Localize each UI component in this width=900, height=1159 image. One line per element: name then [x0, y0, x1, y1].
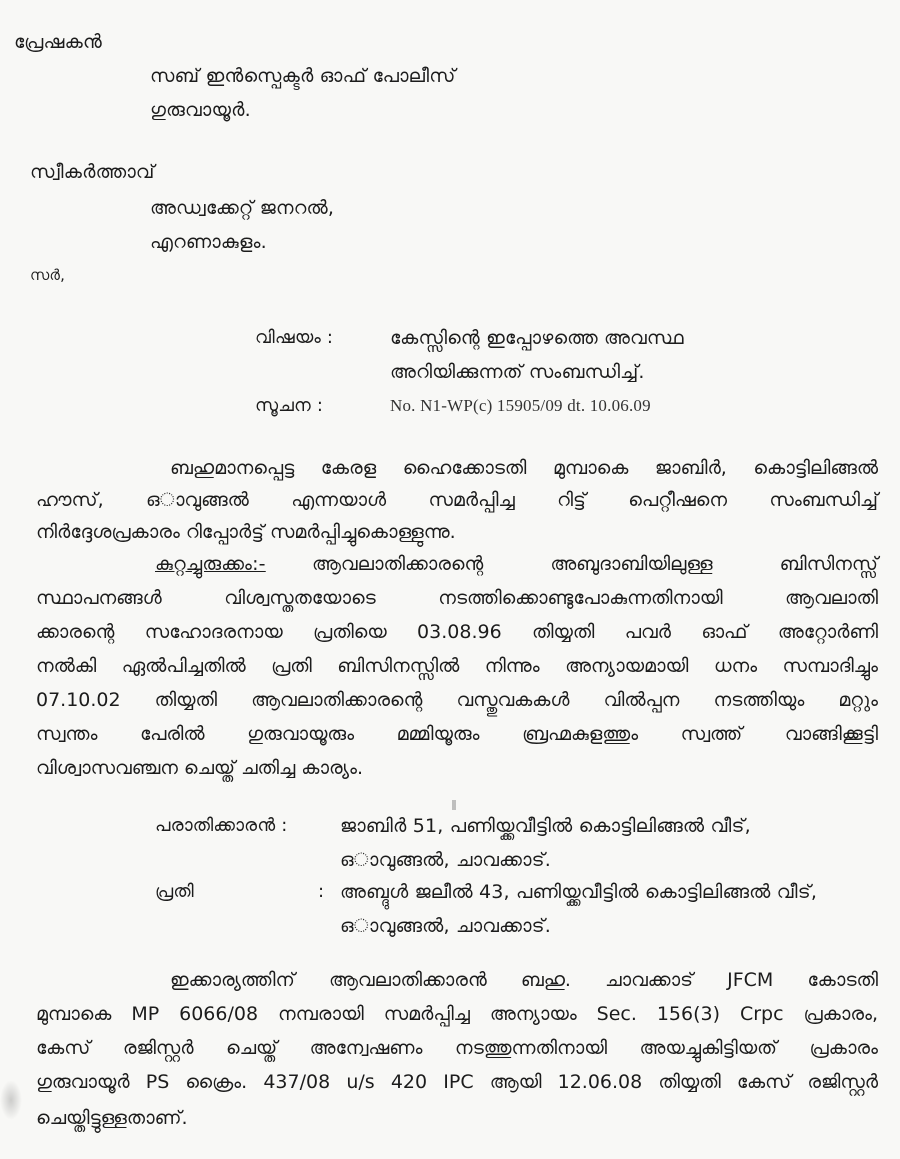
allegation-line-4: നൽകി ഏൽപിച്ചതിൽ പ്രതി ബിസിനസ്സിൽ നിന്നും അന്യായമായി ധനം സമ്പാദിച്ചും [36, 655, 878, 677]
para1-line-1: ബഹുമാനപ്പെട്ട കേരള ഹൈക്കോടതി മുമ്പാകെ ജാബിർ, കൊട്ടിലിങ്ങൽ [170, 457, 878, 479]
subject-line-1: കേസ്സിന്റെ ഇപ്പോഴത്തെ അവസ്ഥ [390, 327, 684, 349]
allegation-line-7: വിശ്വാസവഞ്ചന ചെയ്ത് ചതിച്ച കാര്യം. [36, 757, 364, 779]
para3-line-5: ചെയ്തിട്ടുള്ളതാണ്. [36, 1107, 188, 1129]
para3-line-4: ഗുരുവായൂർ PS ക്രൈം. 437/08 u/s 420 IPC ആയി 12.06.08 തിയ്യതി കേസ് രജിസ്റ്റർ [36, 1071, 878, 1093]
para1-line-3: നിർദ്ദേശപ്രകാരം റിപ്പോർട്ട് സമർപ്പിച്ചുകൊള്ളുന്നു. [36, 521, 456, 543]
subject-line-2: അറിയിക്കുന്നത് സംബന്ധിച്ച്. [390, 361, 645, 383]
para3-line-1: ഇക്കാര്യത്തിന് ആവലാതിക്കാരൻ ബഹു. ചാവക്കാട് JFCM കോടതി [170, 969, 878, 991]
complainant-line-2: ഒാവുങ്ങൽ, ചാവക്കാട്. [340, 849, 551, 871]
accused-label: പ്രതി [155, 881, 194, 902]
scan-stain [0, 1080, 22, 1120]
recipient-place: എറണാകുളം. [150, 231, 267, 253]
reference-label: സൂചന : [255, 395, 324, 416]
complainant-line-1: ജാബിർ 51, പണിയ്ക്കവീട്ടിൽ കൊട്ടിലിങ്ങൽ വീട്, [340, 815, 751, 837]
para1-line-2: ഹൗസ്, ഒാവുങ്ങൽ എന്നയാൾ സമർപ്പിച്ച റിട്ട് പെറ്റീഷനെ സംബന്ധിച്ച് [36, 489, 878, 511]
allegation-line-5: 07.10.02 തിയ്യതി ആവലാതിക്കാരന്റെ വസ്തുവകകൾ വിൽപ്പന നടത്തിയും മറ്റും [36, 689, 878, 711]
allegation-heading: കുറ്റച്ചുരുക്കം:- [155, 553, 266, 575]
accused-colon: : [318, 881, 325, 902]
allegation-line-2: സ്ഥാപനങ്ങൾ വിശ്വസ്തതയോടെ നടത്തിക്കൊണ്ടുപോകുന്നതിനായി ആവലാതി [36, 587, 878, 609]
reference-value: No. N1-WP(c) 15905/09 dt. 10.06.09 [390, 396, 651, 415]
para3-line-2: മുമ്പാകെ MP 6066/08 നമ്പരായി സമർപ്പിച്ച അന്യായം Sec. 156(3) Crpc പ്രകാരം, [36, 1003, 878, 1025]
recipient-label: സ്വീകർത്താവ് [30, 161, 155, 183]
complainant-label: പരാതിക്കാരൻ : [155, 815, 288, 836]
allegation-line-3: ക്കാരന്റെ സഹോദരനായ പ്രതിയെ 03.08.96 തിയ്യതി പവർ ഓഫ് അറ്റോർണി [36, 621, 878, 643]
sender-designation: സബ് ഇൻസ്പെക്ടർ ഓഫ് പോലീസ് [150, 65, 456, 87]
scan-fleck [452, 800, 456, 810]
allegation-line-6: സ്വന്തം പേരിൽ ഗുരുവായൂരും മമ്മിയൂരും ബ്രഹ്മകുളത്തും സ്വത്ത് വാങ്ങിക്കൂട്ടി [36, 723, 878, 745]
sender-label: പ്രേഷകൻ [14, 31, 102, 53]
allegation-line-1: ആവലാതിക്കാരന്റെ അബുദാബിയിലുള്ള ബിസിനസ്സ് [312, 553, 878, 575]
para3-line-3: കേസ് രജിസ്റ്റർ ചെയ്ത് അന്വേഷണം നടത്തുന്നതിനായി അയച്ചുകിട്ടിയത് പ്രകാരം [36, 1037, 878, 1059]
accused-line-1: അബ്ദുൾ ജലീൽ 43, പണിയ്ക്കവീട്ടിൽ കൊട്ടിലിങ്ങൽ വീട്, [340, 881, 818, 903]
subject-label: വിഷയം : [255, 327, 334, 348]
accused-line-2: ഒാവുങ്ങൽ, ചാവക്കാട്. [340, 915, 551, 937]
recipient-designation: അഡ്വക്കേറ്റ് ജനറൽ, [150, 197, 335, 219]
sender-place: ഗുരുവായൂർ. [150, 99, 251, 121]
salutation: സർ, [30, 266, 66, 284]
